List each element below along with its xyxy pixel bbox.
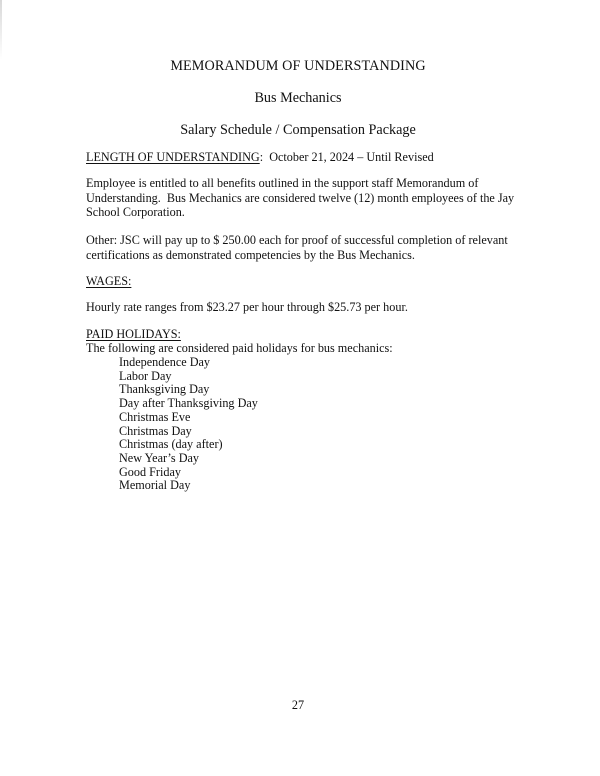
- document-title: MEMORANDUM OF UNDERSTANDING: [170, 58, 426, 74]
- document-subtitle: Bus Mechanics: [254, 90, 342, 106]
- page-number: 27: [291, 698, 305, 712]
- paid-holidays-heading: PAID HOLIDAYS:: [86, 327, 181, 341]
- holiday-item: Labor Day: [119, 368, 172, 383]
- scan-page-edge: [0, 0, 2, 60]
- paid-holidays-intro: The following are considered paid holidays for bus mechanics:: [86, 341, 393, 355]
- paid-holidays-list: [119, 356, 258, 493]
- certification-paragraph: [86, 233, 508, 262]
- length-separator: :: [259, 150, 264, 164]
- holiday-item: New Year’s Day: [119, 450, 199, 465]
- holiday-item: Christmas (day after): [119, 437, 223, 452]
- holiday-item: Day after Thanksgiving Day: [119, 396, 258, 411]
- benefits-line-1: Employee is entitled to all benefits outlined in the support staff Memorandum of: [86, 176, 479, 190]
- length-of-understanding-label: LENGTH OF UNDERSTANDING: [86, 150, 260, 164]
- certification-line-2: certifications as demonstrated competencies by the Bus Mechanics.: [86, 247, 415, 262]
- benefits-paragraph: [86, 176, 514, 220]
- holiday-item: Christmas Eve: [119, 409, 191, 424]
- benefits-line-2: Understanding. Bus Mechanics are considered twelve (12) month employees of the Jay: [86, 190, 515, 205]
- length-of-understanding-value: October 21, 2024 – Until Revised: [263, 150, 434, 164]
- holiday-item: Memorial Day: [119, 478, 191, 493]
- holiday-item: Christmas Day: [119, 423, 192, 438]
- length-of-understanding: [86, 150, 434, 165]
- holiday-item: Good Friday: [119, 464, 181, 479]
- document-subtitle-salary-schedule: Salary Schedule / Compensation Package: [180, 122, 416, 138]
- benefits-line-3: School Corporation.: [86, 205, 185, 219]
- certification-line-1: Other: JSC will pay up to $ 250.00 each for proof of successful completion of relevant: [86, 233, 508, 247]
- wages-text: Hourly rate ranges from $23.27 per hour through $25.73 per hour.: [86, 300, 408, 314]
- holiday-item: Independence Day: [119, 355, 211, 369]
- holiday-item: Thanksgiving Day: [119, 382, 210, 397]
- wages-heading: WAGES:: [86, 274, 132, 288]
